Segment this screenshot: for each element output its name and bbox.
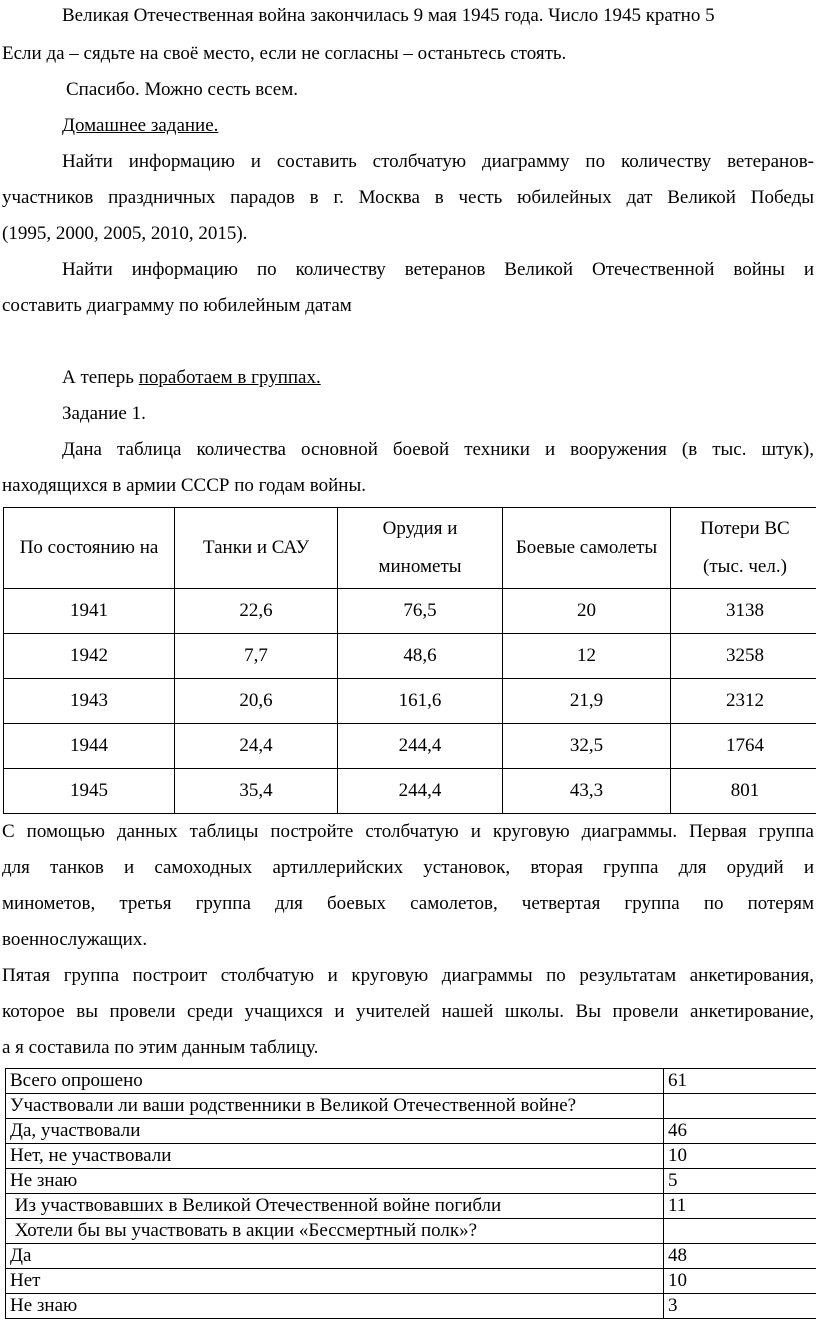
header-planes: Боевые самолеты [503,508,671,589]
instructions-line-7: а я составила по этим данным таблицу. [2,1037,319,1058]
survey-question: Нет [6,1269,664,1294]
groups-task-title: Задание 1. [62,403,146,424]
survey-question: Из участвовавших в Великой Отечественной войне погибли [6,1194,664,1219]
intro-line-3: Спасибо. Можно сесть всем. [66,79,298,100]
intro-line-2: Если да – сядьте на своё место, если не согласны – останьтесь стоять. [2,43,567,64]
intro-line-1: Великая Отечественная война закончилась 9 мая 1945 года. Число 1945 кратно 5 [62,5,715,26]
groups-task-line-2: находящихся в армии СССР по годам войны. [2,475,366,496]
survey-question: Всего опрошено [6,1069,664,1094]
instructions-line-3: минометов, третья группа для боевых самолетов, четвертая группа по потерям [2,893,814,914]
header-tanks: Танки и САУ [175,508,338,589]
instructions-line-4: военнослужащих. [2,929,148,950]
table-row [6,1294,816,1319]
homework-task1-line2: участников праздничных парадов в г. Москва в честь юбилейных дат Великой Победы [2,187,814,208]
cell-tanks: 7,7 [175,634,338,679]
cell-losses: 1764 [671,724,816,769]
homework-task2-line1: Найти информацию по количеству ветеранов Великой Отечественной войны и [62,259,814,280]
cell-tanks: 35,4 [175,769,338,814]
table-row [6,1244,816,1269]
table-row [6,1219,816,1244]
survey-table [5,1068,816,1319]
table-row [4,769,816,814]
survey-value: 10 [664,1269,816,1294]
survey-value: 46 [664,1119,816,1144]
homework-task1-line3: (1995, 2000, 2005, 2010, 2015). [2,223,248,244]
table-row [6,1144,816,1169]
homework-title: Домашнее задание. [62,115,219,136]
survey-value [664,1219,816,1244]
header-losses [671,508,816,589]
survey-value: 11 [664,1194,816,1219]
header-guns [338,508,503,589]
survey-question: Не знаю [6,1294,664,1319]
table-row [4,724,816,769]
cell-guns: 244,4 [338,724,503,769]
header-guns-line1: Орудия и [382,518,458,539]
equipment-table [3,507,816,814]
equipment-table-header [4,508,816,589]
cell-tanks: 22,6 [175,589,338,634]
cell-losses: 801 [671,769,816,814]
cell-planes: 20 [503,589,671,634]
survey-question: Нет, не участвовали [6,1144,664,1169]
cell-tanks: 20,6 [175,679,338,724]
cell-losses: 2312 [671,679,816,724]
survey-question: Не знаю [6,1169,664,1194]
header-losses-line2: (тыс. чел.) [703,556,787,577]
cell-year: 1944 [4,724,175,769]
table-row [4,589,816,634]
survey-value: 10 [664,1144,816,1169]
groups-lead-text: А теперь [62,367,139,388]
cell-guns: 244,4 [338,769,503,814]
instructions-line-2: для танков и самоходных артиллерийских установок, вторая группа для орудий и [2,857,814,878]
header-date: По состоянию на [4,508,175,589]
cell-year: 1943 [4,679,175,724]
survey-value: 61 [664,1069,816,1094]
homework-task1-line1: Найти информацию и составить столбчатую диаграмму по количеству ветеранов- [62,151,814,172]
table-row [6,1119,816,1144]
homework-task2-line2: составить диаграмму по юбилейным датам [2,295,352,316]
table-row [6,1169,816,1194]
survey-value: 5 [664,1169,816,1194]
cell-tanks: 24,4 [175,724,338,769]
instructions-line-1: С помощью данных таблицы постройте столбчатую и круговую диаграммы. Первая группа [2,821,814,842]
table-row [6,1194,816,1219]
survey-question: Участвовали ли ваши родственники в Великой Отечественной войне? [6,1094,664,1119]
survey-question: Да, участвовали [6,1119,664,1144]
cell-losses: 3258 [671,634,816,679]
groups-lead-underlined: поработаем в группах. [138,367,321,388]
table-row [6,1069,816,1094]
cell-year: 1941 [4,589,175,634]
cell-year: 1942 [4,634,175,679]
groups-task-line-1: Дана таблица количества основной боевой техники и вооружения (в тыс. штук), [62,439,814,460]
table-row [6,1269,816,1294]
groups-lead [62,366,321,390]
table-row [4,679,816,724]
cell-planes: 21,9 [503,679,671,724]
cell-guns: 48,6 [338,634,503,679]
survey-value: 3 [664,1294,816,1319]
header-losses-line1: Потери ВС [700,518,790,539]
cell-year: 1945 [4,769,175,814]
cell-losses: 3138 [671,589,816,634]
table-row [6,1094,816,1119]
instructions-line-6: которое вы провели среди учащихся и учителей нашей школы. Вы провели анкетирование, [2,1001,814,1022]
header-guns-line2: минометы [378,556,462,577]
cell-guns: 76,5 [338,589,503,634]
cell-planes: 43,3 [503,769,671,814]
cell-guns: 161,6 [338,679,503,724]
survey-value: 48 [664,1244,816,1269]
cell-planes: 12 [503,634,671,679]
instructions-line-5: Пятая группа построит столбчатую и круговую диаграммы по результатам анкетирования, [2,965,814,986]
cell-planes: 32,5 [503,724,671,769]
survey-value [664,1094,816,1119]
survey-question: Да [6,1244,664,1269]
survey-question: Хотели бы вы участвовать в акции «Бессмертный полк»? [6,1219,664,1244]
table-row [4,634,816,679]
